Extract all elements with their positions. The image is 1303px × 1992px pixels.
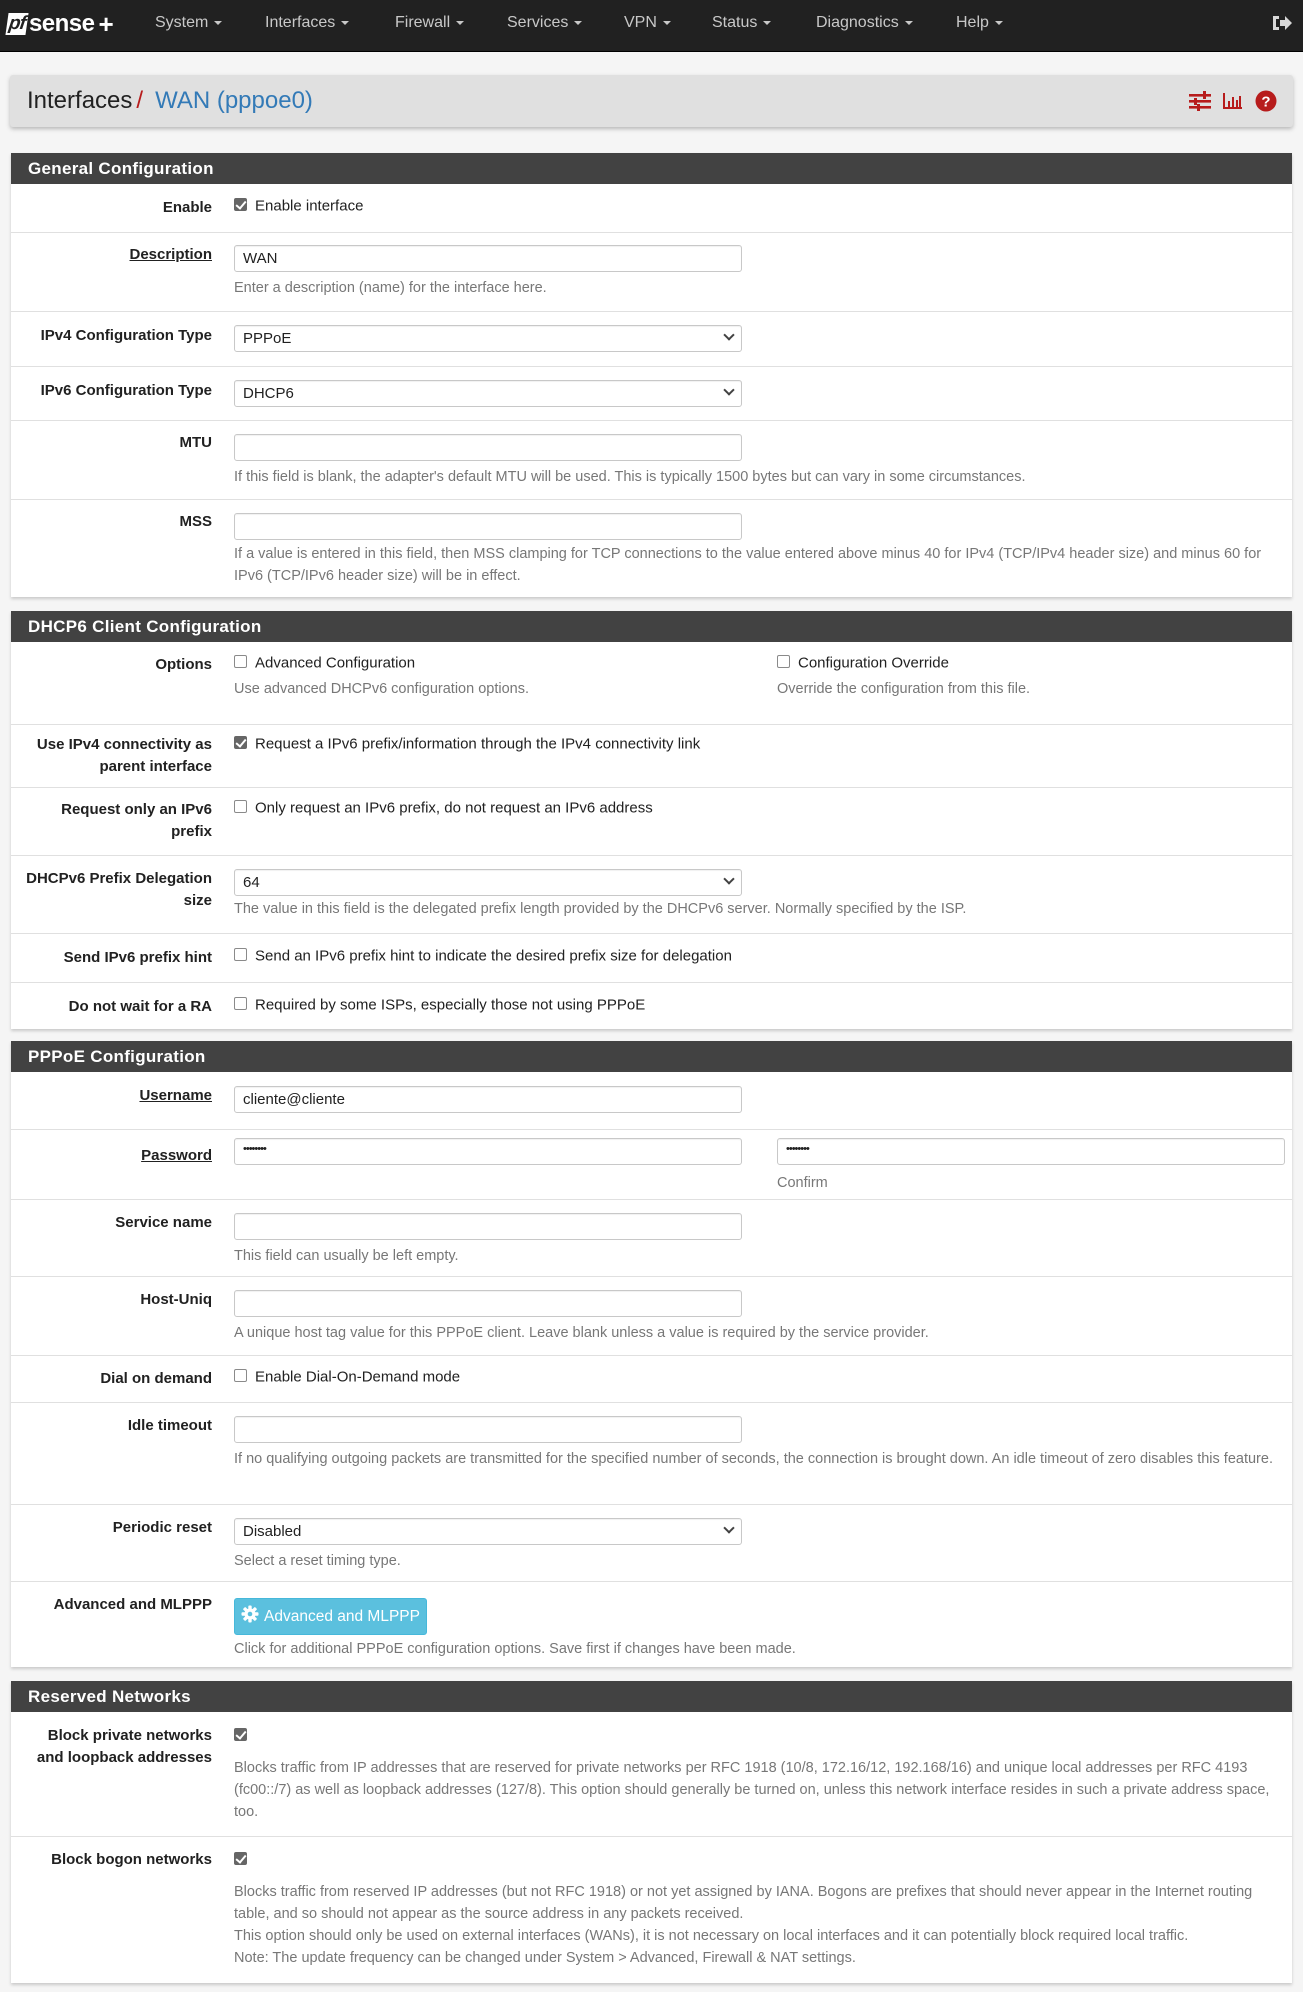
idle-timeout-help: If no qualifying outgoing packets are transmitted for the specified number of seconds, the connection is brought down. An idle timeout of zero disables this feature. [234, 1451, 1273, 1467]
password-label[interactable]: Password [141, 1147, 212, 1164]
enable-row [11, 184, 1292, 232]
panel-title: General Configuration [11, 153, 1292, 184]
general-configuration-panel [11, 153, 1292, 597]
block-private-help: Blocks traffic from IP addresses that are reserved for private networks per RFC 1918 (10/8, 172.16/12, 192.168/16) and unique local addresses per RFC 4193 (fc00::/7) as well as loopback addresses (127/8). This option should generally be turned on, unless this network interface resides in such a private address space, too. [234, 1760, 1270, 1820]
nav-vpn[interactable] [624, 14, 671, 32]
host-uniq-label: Host-Uniq [140, 1291, 212, 1308]
gear-icon [241, 1605, 264, 1628]
description-label[interactable]: Description [129, 246, 212, 263]
mtu-label: MTU [179, 434, 212, 451]
block-bogon-help-line: This option should only be used on external interfaces (WANs), it is not necessary on local interfaces and it can potentially block required local traffic. [234, 1928, 1189, 1944]
mss-row [11, 499, 1292, 597]
configuration-override-checkbox[interactable] [777, 655, 790, 668]
configuration-override-help: Override the configuration from this file. [777, 681, 1031, 697]
nav-label: Services [507, 14, 569, 31]
password-row [11, 1129, 1292, 1199]
block-private-checkbox[interactable] [234, 1728, 247, 1741]
description-help: Enter a description (name) for the interface here. [234, 280, 547, 296]
username-input[interactable]: cliente@cliente [234, 1086, 742, 1113]
password-confirm-help: Confirm [777, 1175, 828, 1191]
ipv4-type-select[interactable] [234, 325, 742, 352]
caret-down-icon [663, 21, 671, 25]
block-bogon-label: Block bogon networks [51, 1851, 212, 1868]
request-only-label: Request only an IPv6 prefix [61, 801, 212, 840]
caret-down-icon [574, 21, 582, 25]
ipv6-type-value: DHCP6 [243, 385, 294, 402]
pppoe-configuration-panel [11, 1041, 1292, 1667]
advanced-configuration-help: Use advanced DHCPv6 configuration options. [234, 681, 529, 697]
nav-firewall[interactable] [395, 14, 464, 32]
request-only-row [11, 787, 1292, 855]
service-name-help: This field can usually be left empty. [234, 1248, 459, 1264]
periodic-reset-row [11, 1504, 1292, 1581]
use-ipv4-label: Use IPv4 connectivity as parent interface [36, 736, 212, 775]
nav-label: Help [956, 14, 989, 31]
advanced-mlppp-label: Advanced and MLPPP [53, 1596, 212, 1613]
breadcrumb-current[interactable]: WAN (pppoe0) [155, 87, 313, 114]
nav-label: Firewall [395, 14, 451, 31]
mss-help: If a value is entered in this field, then MSS clamping for TCP connections to the value entered above minus 40 for IPv4 (TCP/IPv4 header size) and minus 60 for IPv6 (TCP/IPv6 header size) will be in effect. [234, 546, 1262, 584]
breadcrumb [27, 87, 313, 115]
ipv6-type-select[interactable] [234, 380, 742, 407]
idle-timeout-input[interactable] [234, 1416, 742, 1443]
caret-down-icon [214, 21, 222, 25]
password-confirm-input[interactable]: •••••••• [777, 1138, 1285, 1165]
nav-services[interactable] [507, 14, 582, 32]
username-row [11, 1073, 1292, 1129]
enable-label: Enable [162, 199, 212, 216]
ipv6-type-label: IPv6 Configuration Type [40, 382, 212, 399]
idle-timeout-label: Idle timeout [127, 1417, 212, 1434]
reserved-networks-panel [11, 1681, 1292, 1983]
advanced-mlppp-row [11, 1581, 1292, 1667]
advanced-configuration-label[interactable]: Advanced Configuration [255, 654, 416, 672]
prefix-delegation-help: The value in this field is the delegated prefix length provided by the DHCPv6 server. Normally specified by the ISP. [234, 901, 967, 917]
caret-down-icon [763, 21, 771, 25]
periodic-reset-label: Periodic reset [112, 1519, 212, 1536]
nav-help[interactable] [956, 14, 1003, 32]
nav-diagnostics[interactable] [816, 14, 913, 32]
periodic-reset-help: Select a reset timing type. [234, 1553, 401, 1569]
request-only-checkbox[interactable] [234, 800, 247, 813]
no-wait-ra-checkbox[interactable] [234, 997, 247, 1010]
nav-label: VPN [624, 14, 657, 31]
service-name-input[interactable] [234, 1213, 742, 1240]
periodic-reset-select[interactable] [234, 1518, 742, 1545]
host-uniq-row [11, 1276, 1292, 1355]
mtu-row [11, 420, 1292, 499]
panel-title: DHCP6 Client Configuration [11, 611, 1292, 642]
mss-label: MSS [179, 513, 212, 530]
use-ipv4-row [11, 724, 1292, 787]
prefix-hint-label: Send IPv6 prefix hint [63, 949, 212, 966]
advanced-mlppp-button-label: Advanced and MLPPP [264, 1607, 420, 1625]
enable-checkbox[interactable] [234, 198, 247, 211]
username-label[interactable]: Username [139, 1087, 212, 1104]
no-wait-ra-checkbox-label[interactable]: Required by some ISPs, especially those not using PPPoE [255, 996, 646, 1014]
chevron-down-icon [723, 873, 734, 884]
logo-pf: pf [5, 13, 28, 35]
chevron-down-icon [723, 384, 734, 395]
ipv4-type-label: IPv4 Configuration Type [40, 327, 212, 344]
use-ipv4-checkbox-label[interactable]: Request a IPv6 prefix/information through the IPv4 connectivity link [255, 735, 701, 753]
logo-sense: sense [28, 10, 95, 37]
dial-on-demand-row [11, 1355, 1292, 1402]
enable-checkbox-label[interactable]: Enable interface [255, 197, 364, 215]
password-input[interactable]: •••••••• [234, 1138, 742, 1165]
no-wait-ra-label: Do not wait for a RA [68, 998, 212, 1015]
prefix-delegation-row [11, 855, 1292, 933]
block-private-row [11, 1713, 1292, 1836]
service-name-row [11, 1199, 1292, 1276]
dial-on-demand-checkbox[interactable] [234, 1369, 247, 1382]
description-input[interactable]: WAN [234, 245, 742, 272]
panel-title: Reserved Networks [11, 1681, 1292, 1712]
block-bogon-help-line: Blocks traffic from reserved IP addresses (but not RFC 1918) or not yet assigned by IANA. Bogons are prefixes that should never appear in the Internet routing table, and so should not appear as the source address in any packets received. [234, 1884, 1253, 1922]
caret-down-icon [905, 21, 913, 25]
mtu-input[interactable] [234, 434, 742, 461]
ipv4-type-row [11, 311, 1292, 366]
prefix-delegation-label: DHCPv6 Prefix Delegation size [26, 870, 212, 909]
caret-down-icon [341, 21, 349, 25]
top-navbar [0, 0, 1303, 52]
block-bogon-checkbox[interactable] [234, 1852, 247, 1865]
dhcp6-client-configuration-panel [11, 611, 1292, 1029]
block-private-label: Block private networks and loopback addresses [36, 1727, 212, 1766]
prefix-hint-checkbox[interactable] [234, 948, 247, 961]
chevron-down-icon [723, 329, 734, 340]
nav-interfaces[interactable] [265, 14, 349, 32]
bar-chart-icon[interactable] [1223, 92, 1243, 115]
block-bogon-row [11, 1836, 1292, 1983]
pfsense-logo[interactable] [7, 10, 114, 38]
breadcrumb-panel [10, 75, 1293, 127]
sliders-icon[interactable] [1189, 91, 1211, 116]
ipv4-type-value: PPPoE [243, 330, 292, 347]
dial-on-demand-label: Dial on demand [100, 1370, 212, 1387]
caret-down-icon [995, 21, 1003, 25]
nav-label: Interfaces [265, 14, 336, 31]
mss-input[interactable] [234, 513, 742, 540]
periodic-reset-value: Disabled [243, 1523, 302, 1540]
question-circle-icon[interactable] [1255, 90, 1277, 117]
idle-timeout-row [11, 1402, 1292, 1504]
sign-out-icon[interactable] [1271, 13, 1293, 33]
block-bogon-help [234, 1881, 1282, 1969]
ipv6-type-row [11, 366, 1292, 420]
advanced-mlppp-button[interactable] [234, 1598, 427, 1635]
nav-status[interactable] [712, 14, 771, 32]
host-uniq-input[interactable] [234, 1290, 742, 1317]
prefix-delegation-value: 64 [243, 874, 260, 891]
nav-label: Diagnostics [816, 14, 899, 31]
request-only-checkbox-label[interactable]: Only request an IPv6 prefix, do not request an IPv6 address [255, 799, 653, 817]
description-row [11, 232, 1292, 311]
block-bogon-help-line: Note: The update frequency can be changed under System > Advanced, Firewall & NAT settings. [234, 1950, 856, 1966]
caret-down-icon [456, 21, 464, 25]
breadcrumb-separator: / [136, 87, 144, 114]
nav-label: System [155, 14, 209, 31]
configuration-override-label[interactable]: Configuration Override [798, 654, 949, 672]
panel-title: PPPoE Configuration [11, 1041, 1292, 1072]
options-label: Options [155, 656, 212, 673]
nav-label: Status [712, 14, 758, 31]
dial-on-demand-checkbox-label[interactable]: Enable Dial-On-Demand mode [255, 1368, 461, 1386]
prefix-delegation-select[interactable] [234, 869, 742, 896]
use-ipv4-checkbox[interactable] [234, 736, 247, 749]
no-wait-ra-row [11, 982, 1292, 1029]
breadcrumb-parent[interactable]: Interfaces [27, 87, 133, 114]
advanced-configuration-checkbox[interactable] [234, 655, 247, 668]
host-uniq-help: A unique host tag value for this PPPoE client. Leave blank unless a value is required by the service provider. [234, 1325, 929, 1341]
logo-plus: + [98, 8, 114, 39]
advanced-mlppp-help: Click for additional PPPoE configuration options. Save first if changes have been made. [234, 1641, 796, 1657]
options-row [11, 641, 1292, 724]
chevron-down-icon [723, 1522, 734, 1533]
mtu-help: If this field is blank, the adapter's default MTU will be used. This is typically 1500 bytes but can vary in some circumstances. [234, 469, 1026, 485]
nav-system[interactable] [155, 14, 222, 32]
svg-text:?: ? [1261, 93, 1271, 111]
prefix-hint-checkbox-label[interactable]: Send an IPv6 prefix hint to indicate the desired prefix size for delegation [255, 947, 732, 965]
service-name-label: Service name [115, 1214, 212, 1231]
prefix-hint-row [11, 933, 1292, 982]
